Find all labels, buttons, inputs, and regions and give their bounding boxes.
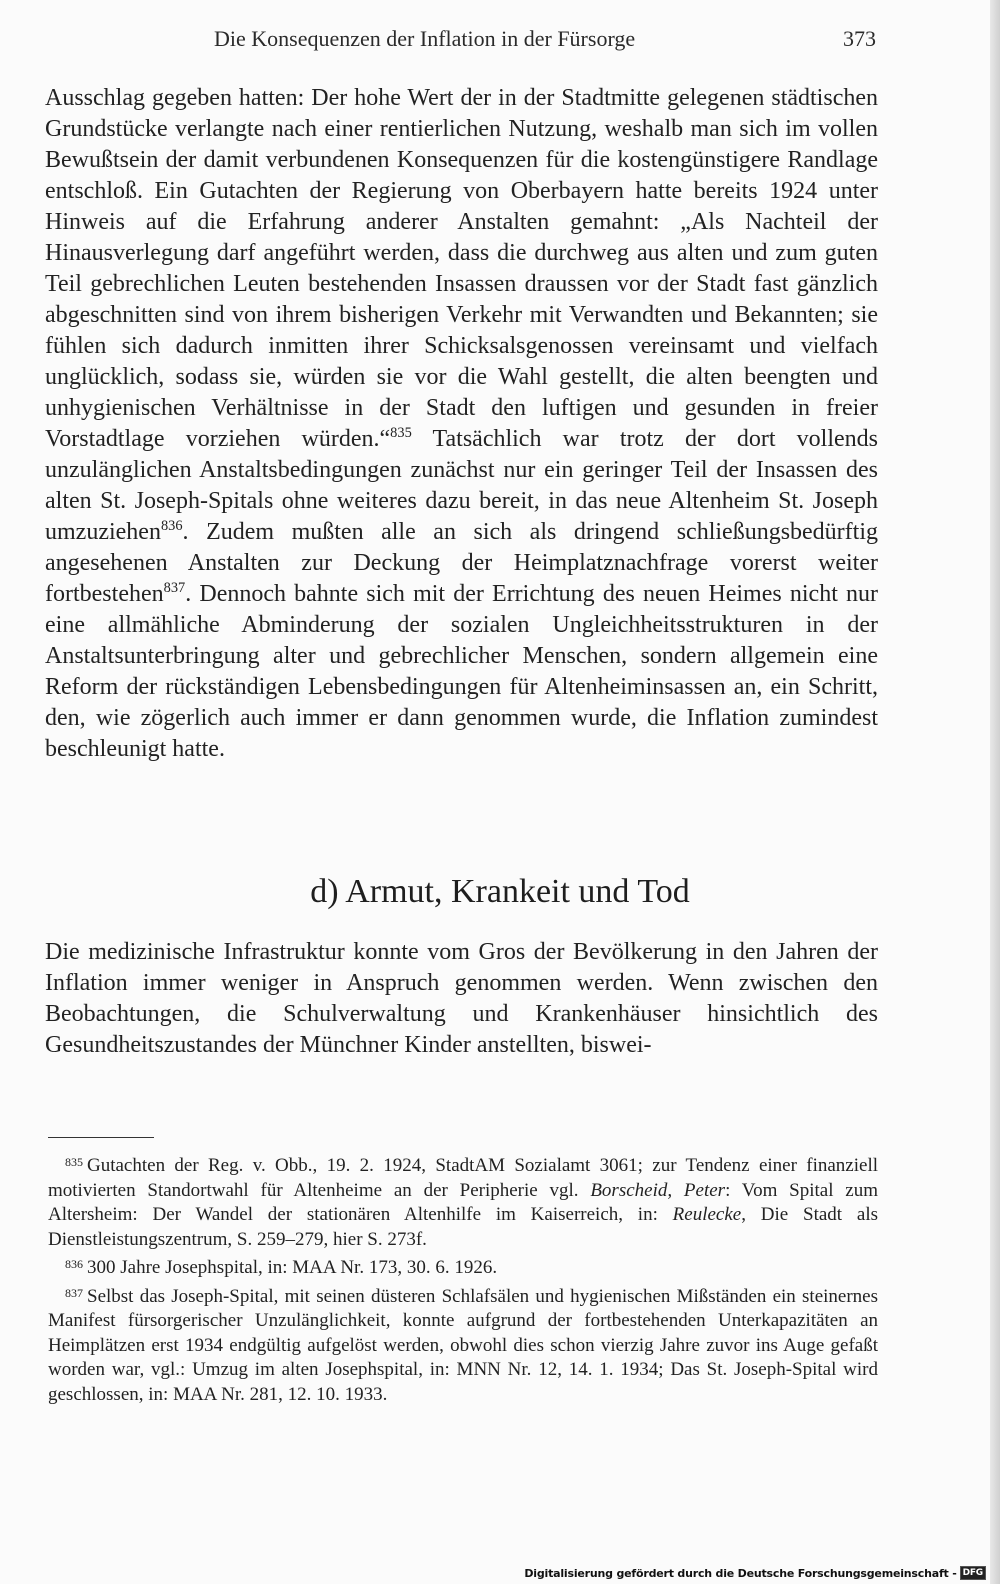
footnote-text: Selbst das Joseph-Spital, mit seinen düsteren Schlafsälen und hygienischen Mißständen ein steinernes Manifest fürsorgerischer Unzulänglichkeit, konnte aufgrund der fortbestehenden Unterkapazitäten an Heimplätzen erst 1934 endgültig aufgelöst werden, obwohl dies schon vierzig Jahre zuvor ins Auge gefaßt worden war, vgl.: Umzug im alten Josephspital, in: MNN Nr. 12, 14. 1. 1934; Das St. Joseph-Spital wird geschlossen, in: MAA Nr. 281, 12. 10. 1933. xyxy=(48,1285,878,1405)
footnote-ref-837[interactable]: 837 xyxy=(163,580,186,596)
footnote-837 xyxy=(48,1281,878,1408)
dfg-logo: DFG xyxy=(960,1566,986,1580)
running-header xyxy=(214,22,876,56)
footnote-divider xyxy=(48,1137,154,1138)
footnote-number: 836 xyxy=(65,1257,83,1271)
section-paragraph: Die medizinische Infrastruktur konnte vom Gros der Bevölkerung in den Jahren der Inflation immer weniger in Anspruch genommen werden. Wenn zwischen den Beobachtungen, die Schulverwaltung und Krankenhäuser hinsichtlich des Gesundheitszustandes der Münchner Kinder anstellten, biswei- xyxy=(45,939,878,1058)
footnote-text: Gutachten der Reg. v. Obb., 19. 2. 1924, StadtAM Sozialamt 3061; zur Tendenz einer finanziell motivierten Standortwahl für Altenheime an der Peripherie vgl. xyxy=(48,1155,878,1201)
footnote-number: 837 xyxy=(65,1285,83,1300)
footnote-author: Reulecke xyxy=(672,1204,742,1225)
footnote-author: Borscheid, Peter xyxy=(590,1179,726,1201)
page-number: 373 xyxy=(843,26,876,51)
section-heading: d) Armut, Krankeit und Tod xyxy=(310,873,690,910)
running-title: Die Konsequenzen der Inflation in der Fürsorge xyxy=(214,26,636,51)
page-edge xyxy=(990,0,1000,1584)
footnote-text: : Vom Spital zum Altersheim: Der Wandel der stationären Altenhilfe im Kaiserreich, in: xyxy=(48,1179,878,1225)
footnote-ref-836[interactable]: 836 xyxy=(160,518,183,534)
body-paragraph xyxy=(45,83,878,765)
footnote-number: 835 xyxy=(65,1155,83,1169)
footnote-ref-835[interactable]: 835 xyxy=(390,425,412,441)
digitization-credit xyxy=(524,1566,986,1580)
footnote-text: , Die Stadt als Dienstleistungszentrum, S. 259–279, hier S. 273f. xyxy=(48,1204,878,1250)
footnote-text: 300 Jahre Josephspital, in: MAA Nr. 173, 30. 6. 1926. xyxy=(87,1257,498,1278)
body-text-part: Tatsächlich war trotz der dort vollends unzulänglichen Anstaltsbedingungen zunächst nur ein geringer Teil der Insassen des alten St. Joseph-Spitals ohne weiteres dazu bereit, in das neue Altenheim St. Joseph umzuziehen xyxy=(45,426,879,545)
footnotes xyxy=(48,1150,878,1407)
body-text-part: . Dennoch bahnte sich mit der Errichtung des neuen Heimes nicht nur eine allmähliche Abminderung der sozialen Ungleichheitsstrukturen in der Anstaltsunterbringung alter und gebrechlicher Menschen, sondern allgemein eine Reform der rückständigen Lebensbedingungen für Altenheiminsassen an, ein Schritt, den, wie zögerlich auch immer er dann genommen wurde, die Inflation zumindest beschleunigt hatte. xyxy=(45,581,878,762)
body-text-part: . Zudem mußten alle an sich als dringend schließungsbedürftig angesehenen Anstalten zur Deckung der Heimplatznachfrage vorerst weiter fortbestehen xyxy=(45,519,878,607)
footnote-836 xyxy=(48,1252,878,1281)
credit-text: Digitalisierung gefördert durch die Deutsche Forschungsgemeinschaft - xyxy=(524,1566,957,1580)
footnote-835 xyxy=(48,1150,878,1252)
body-text-part: Ausschlag gegeben hatten: Der hohe Wert der in der Stadtmitte gelegenen städtischen Grundstücke verlangte nach einer rentierlichen Nutzung, weshalb man sich im vollen Bewußtsein der damit verbundenen Konsequenzen für die kostengünstigere Randlage entschloß. Ein Gutachten der Regierung von Oberbayern hatte bereits 1924 unter Hinweis auf die Erfahrung anderer Anstalten gemahnt: „Als Nachteil der Hinausverlegung darf angeführt werden, dass die durchweg aus alten und zum guten Teil gebrechlichen Leuten bestehenden Insassen draussen vor der Stadt fast gänzlich abgeschnitten sind von ihrem bisherigen Verkehr mit Verwandten und Bekannten; sie fühlen sich dadurch inmitten ihrer Schicksalsgenossen vereinsamt und vielfach unglücklich, sodass sie, würden sie vor die Wahl gestellt, die alten beengten und unhygienischen Verhältnisse in der Stadt den luftigen und gesunden in freier Vorstadtlage vorziehen würden.“ xyxy=(45,85,878,452)
